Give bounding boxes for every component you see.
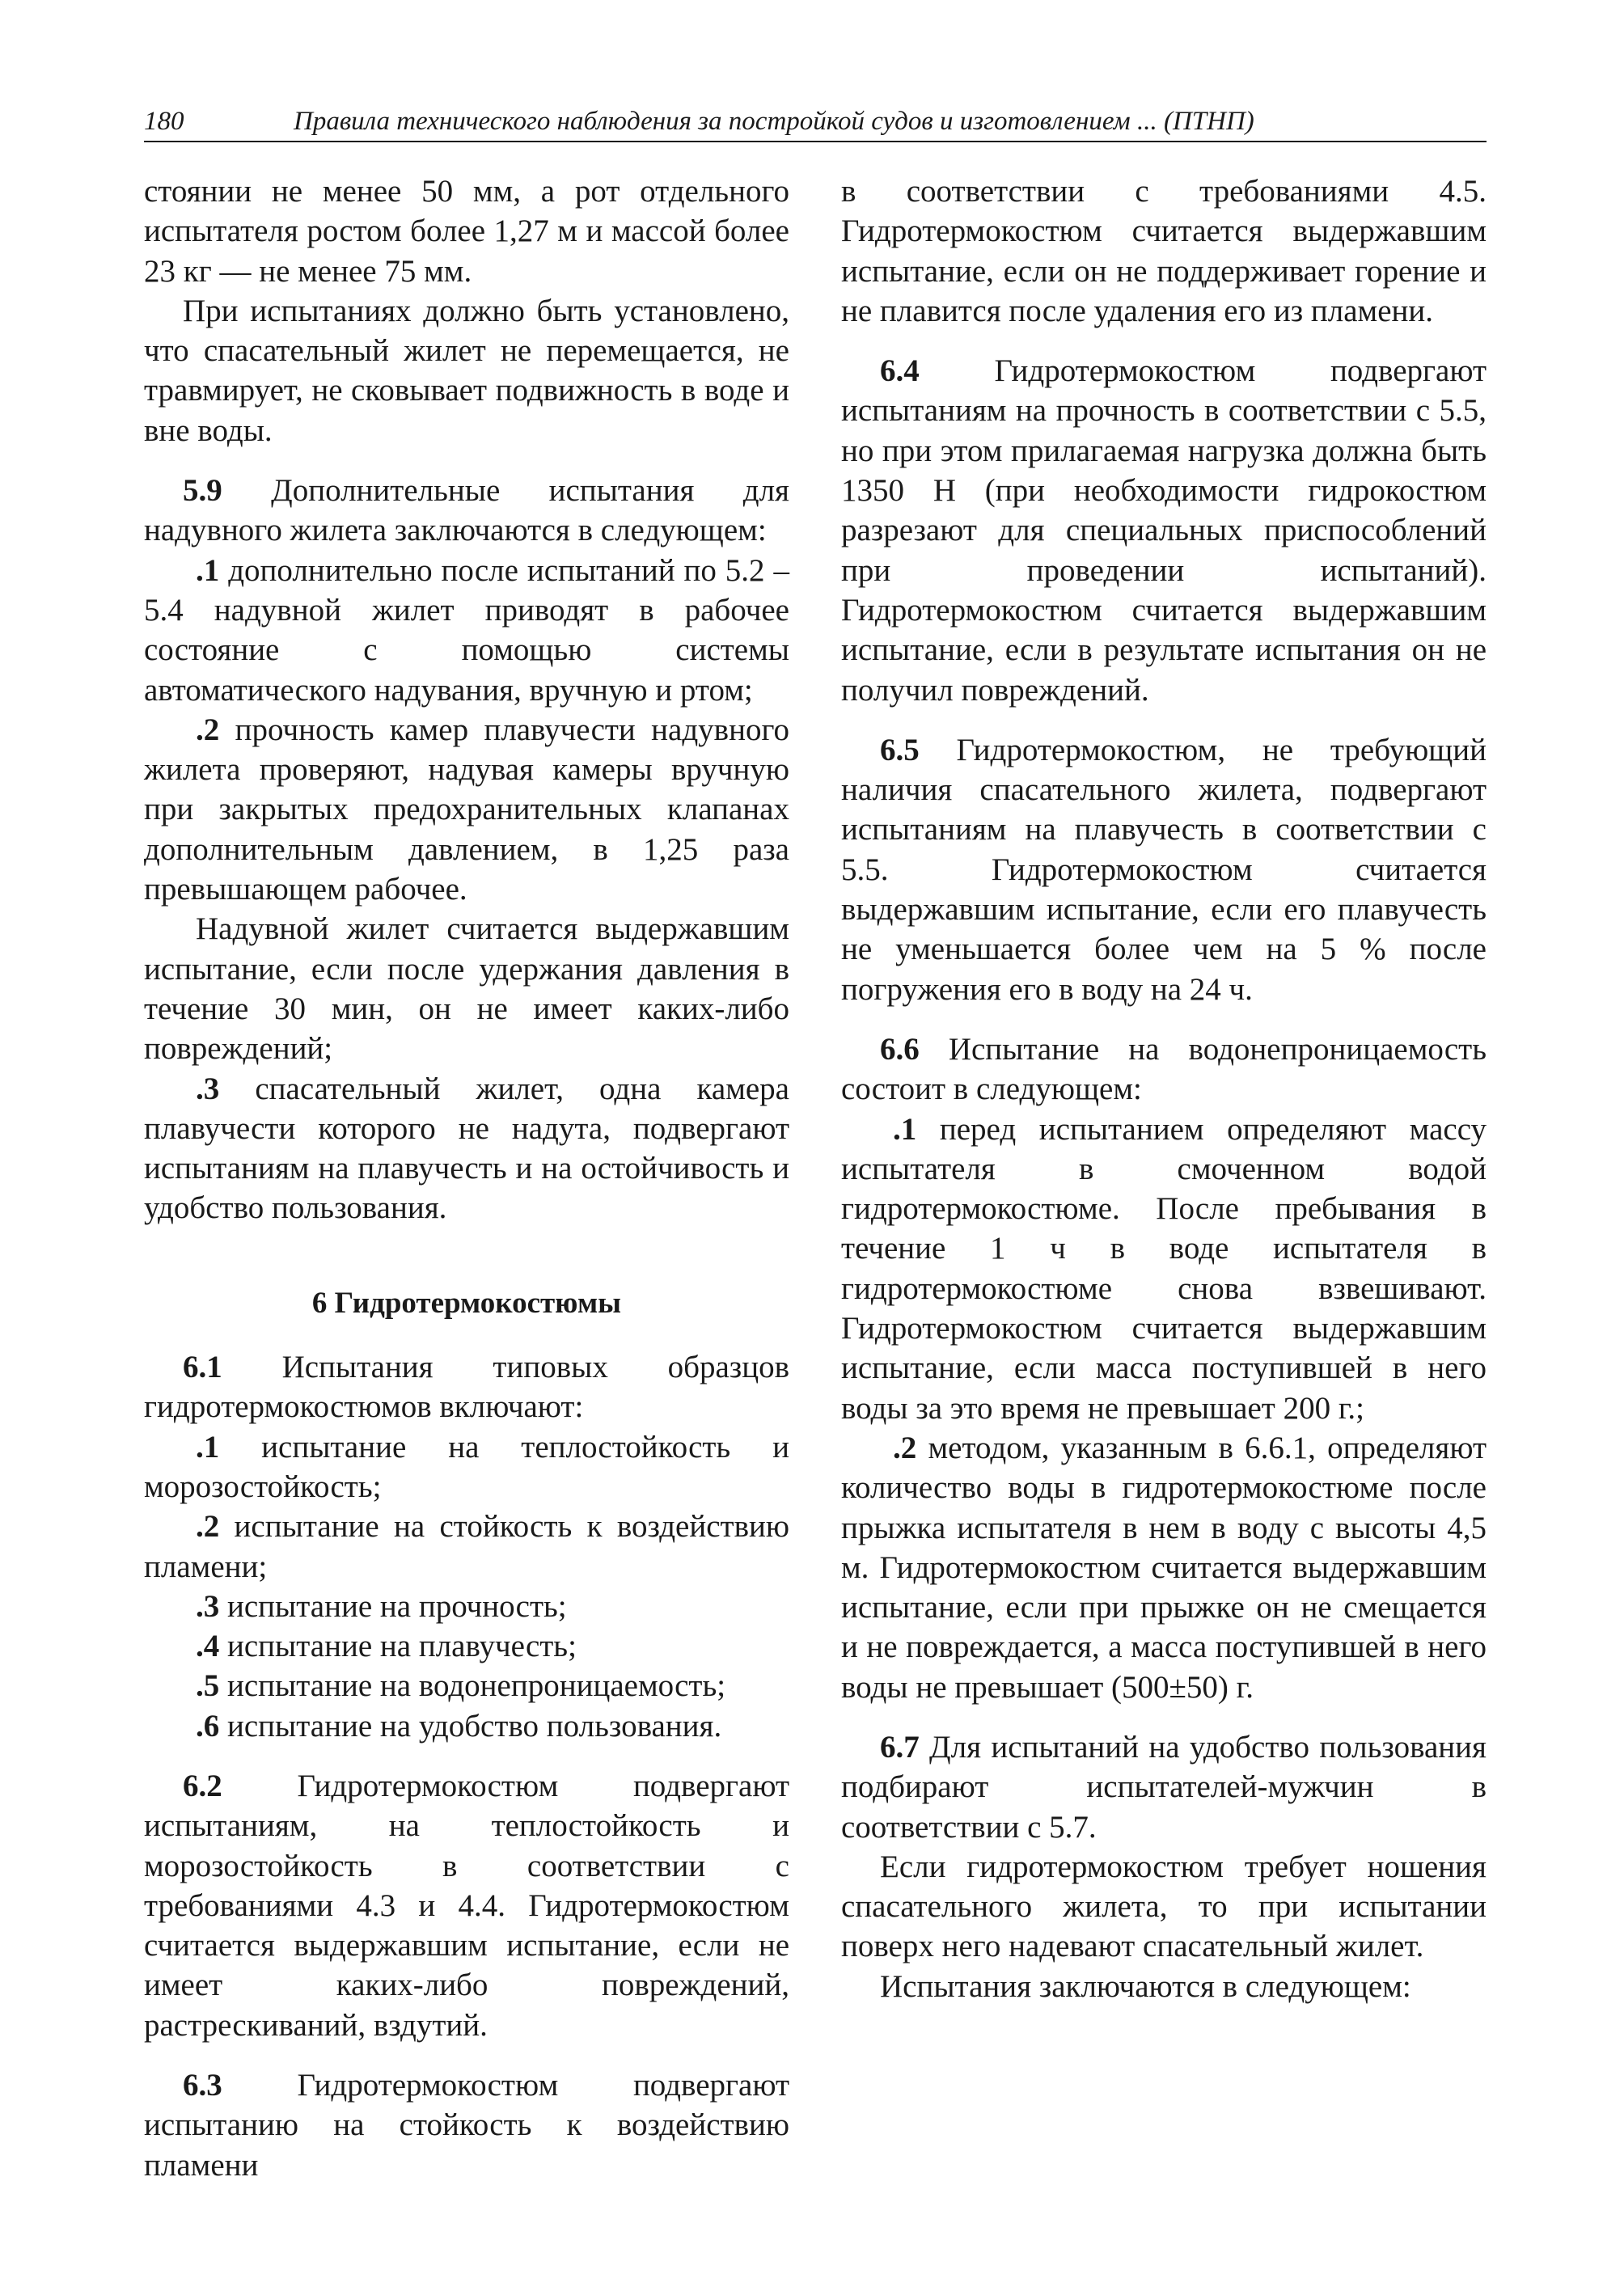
clause-text: методом, указанным в 6.6.1, определяют количество воды в гидротермокостюме после прыжка испытателя в нем в воду с высоты 4,5 м. Гидротермокостюм считается выдержавшим испытание, если при прыжке он не смещается и не повреждается, а масса поступившей в него воды не превышает (500±50) г. — [841, 1430, 1487, 1705]
running-title: Правила технического наблюдения за постройкой судов и изготовлением ... (ПТНП) — [294, 107, 1254, 136]
clause-number: 5.9 — [183, 473, 222, 509]
clause-6-1 — [144, 1347, 789, 1427]
clause-6-3 — [144, 2065, 789, 2185]
clause-text: Дополнительные испытания для надувного жилета заключаются в следующем: — [144, 473, 789, 548]
clause-text: Испытания типовых образцов гидротермокостюмов включают: — [144, 1350, 789, 1425]
right-column — [841, 171, 1487, 2006]
clause-6-4 — [841, 351, 1487, 710]
subclause-5-9-3 — [144, 1069, 789, 1228]
page-number: 180 — [144, 107, 184, 136]
clause-6-2 — [144, 1766, 789, 2045]
clause-text: спасательный жилет, одна камера плавучести которого не надута, подвергают испытаниям на плавучесть и на остойчивость и удобство пользования. — [144, 1071, 789, 1226]
clause-number: 6.7 — [880, 1729, 920, 1765]
paragraph: При испытаниях должно быть установлено, что спасательный жилет не перемещается, не травмирует, не сковывает подвижность в воде и вне воды. — [144, 293, 789, 448]
item-number: .1 — [196, 1429, 220, 1465]
item-number: .4 — [196, 1629, 220, 1664]
subclause-5-9-2 — [144, 710, 789, 909]
clause-number: .2 — [196, 712, 220, 747]
subclause-6-6-1 — [841, 1110, 1487, 1428]
list-item — [144, 1666, 789, 1706]
subclause-5-9-1 — [144, 551, 789, 710]
clause-text: Гидротермокостюм, не требующий наличия спасательного жилета, подвергают испытаниям на плавучесть в соответствии с 5.5. Гидротермокостюм считается выдержавшим испытание, если его плавучесть не уменьшается более чем на 5 % после погружения его в воду на 24 ч. — [841, 732, 1487, 1007]
clause-number: 6.1 — [183, 1350, 222, 1385]
item-text: испытание на плавучесть; — [219, 1629, 577, 1664]
item-number: .6 — [196, 1708, 220, 1744]
list-item — [144, 1706, 789, 1746]
clause-text: дополнительно после испытаний по 5.2 – 5.4 надувной жилет приводят в рабочее состояние с помощью системы автоматического надувания, вручную и ртом; — [144, 552, 789, 708]
item-number: .3 — [196, 1588, 220, 1624]
subclause-6-6-2 — [841, 1428, 1487, 1707]
item-text: испытание на водонепроницаемость; — [219, 1668, 726, 1704]
left-column — [144, 171, 789, 2185]
clause-text: Испытание на водонепроницаемость состоит в следующем: — [841, 1031, 1487, 1107]
list-item — [144, 1626, 789, 1666]
clause-text: Гидротермокостюм подвергают испытаниям на прочность в соответствии с 5.5, но при этом прилагаемая нагрузка должна быть 1350 Н (при необходимости гидрокостюм разрезают для специальных приспособлений при проведении испытаний). Гидротермокостюм считается выдержавшим испытание, если в результате испытания он не получил повреждений. — [841, 353, 1487, 708]
item-number: .2 — [196, 1509, 220, 1545]
clause-5-9 — [144, 471, 789, 551]
clause-number: 6.3 — [183, 2068, 222, 2103]
clause-text: Гидротермокостюм подвергают испытанию на стойкость к воздействию пламени — [144, 2068, 789, 2183]
clause-text: перед испытанием определяют массу испытателя в смоченном водой гидротермокостюме. После пребывания в течение 1 ч в воде испытателя в гидротермокостюме снова взвешивают. Гидротермокостюм считается выдержавшим испытание, если масса поступившей в него воды за это время не превышает 200 г.; — [841, 1111, 1487, 1426]
paragraph: Если гидротермокостюм требует ношения спасательного жилета, то при испытании поверх него надевают спасательный жилет. — [841, 1849, 1487, 1964]
item-text: испытание на удобство пользования. — [219, 1708, 722, 1744]
item-text: испытание на прочность; — [219, 1588, 567, 1624]
item-text: испытание на теплостойкость и морозостойкость; — [144, 1429, 789, 1504]
clause-number: 6.6 — [880, 1031, 920, 1067]
clause-text: прочность камер плавучести надувного жилета проверяют, надувая камеры вручную при закрытых предохранительных клапанах дополнительным давлением, в 1,25 раза превышающем рабочее. — [144, 712, 789, 907]
clause-number: .2 — [893, 1430, 917, 1465]
paragraph: Испытания заключаются в следующем: — [880, 1968, 1411, 2004]
clause-text: Для испытаний на удобство пользования подбирают испытателей-мужчин в соответствии с 5.7. — [841, 1729, 1487, 1845]
clause-number: 6.2 — [183, 1768, 222, 1803]
paragraph: в соответствии с требованиями 4.5. Гидротермокостюм считается выдержавшим испытание, если он не поддерживает горение и не плавится после удаления его из пламени. — [841, 174, 1487, 328]
clause-number: 6.4 — [880, 353, 920, 389]
section-heading: 6 Гидротермокостюмы — [311, 1286, 622, 1320]
clause-text: Гидротермокостюм подвергают испытаниям, на теплостойкость и морозостойкость в соответствии с требованиями 4.3 и 4.4. Гидротермокостюм считается выдержавшим испытание, если не имеет каких-либо повреждений, растрескиваний, вздутий. — [144, 1768, 789, 2043]
clause-number: 6.5 — [880, 732, 920, 767]
item-text: испытание на стойкость к воздействию пламени; — [144, 1509, 789, 1584]
clause-number: .3 — [196, 1071, 220, 1106]
paragraph: стоянии не менее 50 мм, а рот отдельного испытателя ростом более 1,27 м и массой более 23 кг — не менее 75 мм. — [144, 174, 789, 289]
paragraph: Надувной жилет считается выдержавшим испытание, если после удержания давления в течение 30 мин, он не имеет каких-либо повреждений; — [144, 911, 789, 1067]
item-number: .5 — [196, 1668, 220, 1704]
clause-6-7 — [841, 1727, 1487, 1847]
clause-number: .1 — [893, 1111, 917, 1147]
page-header — [144, 104, 1487, 142]
clause-number: .1 — [196, 552, 220, 588]
list-item — [144, 1507, 789, 1587]
list-item — [144, 1587, 789, 1626]
clause-6-6 — [841, 1029, 1487, 1110]
clause-6-5 — [841, 730, 1487, 1009]
list-item — [144, 1427, 789, 1507]
